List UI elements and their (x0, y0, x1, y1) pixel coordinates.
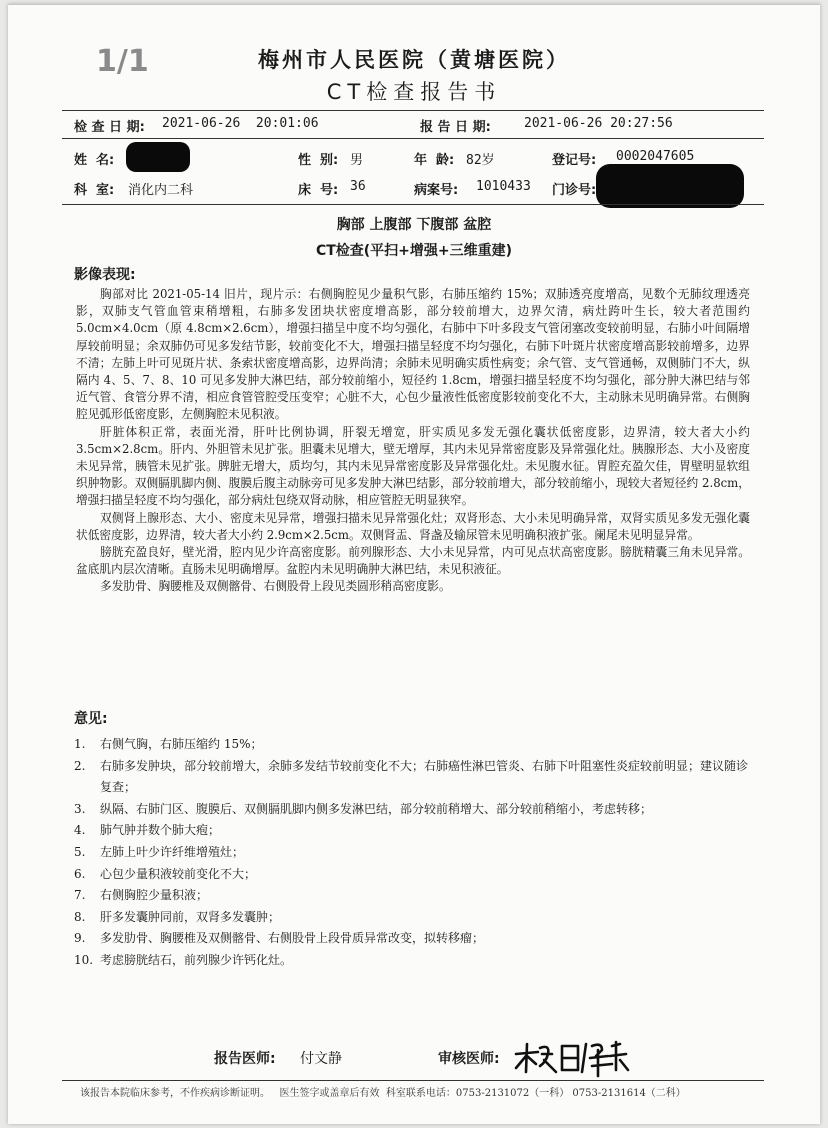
report-title: CT检查报告书 (326, 80, 502, 104)
case-no-value: 1010433 (476, 179, 531, 194)
bed-value: 36 (350, 179, 366, 194)
footer-divider (62, 1080, 764, 1081)
opinion-item: 3. 纵隔、右肺门区、腹膜后、双侧膈肌脚内侧多发淋巴结，部分较前稍增大、部分较前稍缩小，考虑转移； (74, 801, 653, 816)
opinion-item: 4. 肺气肿并数个肺大疱； (74, 823, 221, 838)
report-date-value: 2021-06-26 20:27:56 (524, 116, 673, 131)
paper-top-edge (8, 4, 820, 5)
opinion-heading: 意见: (74, 711, 108, 727)
divider-bottom (62, 204, 764, 205)
findings-kidney: 双侧肾上腺形态、大小、密度未见异常，增强扫描未见异常强化灶；双肾形态、大小未见明确异常，双肾实质见多发无强化囊状低密度影，边界清，较大者大小约 2.9cm×2.5cm。双侧肾盂、肾盏及输尿管未见明确积液扩张。阑尾未见明显异常。 (76, 510, 750, 542)
findings-bone: 多发肋骨、胸腰椎及双侧髂骨、右侧股骨上段见类圆形稍高密度影。 (100, 579, 451, 594)
footer-note: 该报告本院临床参考，不作疾病诊断证明。 医生签字或盖章后有效 科室联系电话：0753-2131072（一科） 0753-2131614（二科） (80, 1088, 686, 1099)
report-date-label: 报 告 日 期: (420, 120, 491, 135)
clinic-no-redaction (596, 164, 744, 208)
gender-label: 性 别: (298, 153, 339, 168)
opinion-item: 1. 右侧气胸，右肺压缩约 15%； (74, 737, 263, 751)
opinion-item: 10. 考虑膀胱结石，前列腺少许钙化灶。 (74, 952, 293, 967)
findings-body (76, 286, 750, 596)
hospital-name: 梅州市人民医院（黄塘医院） (258, 48, 570, 72)
opinion-list (74, 734, 758, 972)
age-value: 82岁 (466, 153, 495, 168)
divider-top (62, 110, 764, 111)
report-doctor-label: 报告医师: (214, 1051, 276, 1067)
clinic-no-label: 门诊号: (552, 183, 597, 198)
dept-value: 消化内二科 (128, 183, 194, 198)
exam-method: CT检查(平扫+增强+三维重建) (315, 243, 513, 259)
gender-value: 男 (350, 153, 364, 168)
review-doctor-label: 审核医师: (438, 1051, 500, 1067)
findings-liver: 肝脏体积正常，表面光滑，肝叶比例协调，肝裂无增宽，肝实质见多发无强化囊状低密度影，边界清，较大者大小约 3.5cm×2.8cm。肝内、外胆管未见扩张。胆囊未见增大，壁无增厚，其内未见异常密度影及异常强化灶。胰腺形态、大小及密度未见异常，胰管未见扩张。脾脏无增大，质均匀，其内未见异常密度影及异常强化灶。未见腹水征。胃腔充盈欠佳，胃壁明显软组织肿物影。双侧膈肌脚内侧、腹膜后腹主动脉旁可见多发肿大淋巴结影，部分较前增大，部分较前缩小，现较大者短径约 2.8cm，增强扫描呈轻度不均匀强化，部分病灶包绕双肾动脉，相应管腔无明显狭窄。 (76, 424, 750, 508)
divider-info (62, 138, 764, 139)
opinion-item: 7. 右侧胸腔少量积液； (74, 888, 209, 903)
report-doctor-name: 付文静 (300, 1051, 342, 1067)
findings-heading: 影像表现: (74, 267, 136, 283)
opinion-item: 8. 肝多发囊肿同前，双肾多发囊肿； (74, 909, 281, 924)
reg-no-value: 0002047605 (616, 149, 695, 164)
age-label: 年 龄: (414, 153, 455, 168)
case-no-label: 病案号: (414, 183, 459, 198)
exam-date-value: 2021-06-26 20:01:06 (162, 116, 319, 131)
opinion-item: 6. 心包少量积液较前变化不大； (74, 866, 257, 881)
exam-date-label: 检 查 日 期: (74, 120, 145, 135)
findings-pelvis: 膀胱充盈良好，壁光滑，腔内见少许高密度影。前列腺形态、大小未见异常，内可见点状高密度影。膀胱精囊三角未见异常。盆底肌内层次清晰。直肠未见明确增厚。盆腔内未见明确肿大淋巴结，未见积液征。 (76, 545, 750, 577)
review-doctor-signature (512, 1036, 632, 1080)
dept-label: 科 室: (74, 183, 115, 198)
opinion-item: 5. 左肺上叶少许纤维增殖灶； (74, 844, 245, 859)
findings-chest: 胸部对比 2021-05-14 旧片，现片示：右侧胸腔见少量积气影，右肺压缩约 15%；双肺透亮度增高，见数个无肺纹理透亮影，双肺支气管血管束稍增粗，右肺多发团块状密度增高影，部分较前增大，边界欠清，病灶跨叶生长，较大者范围约 5.0cm×4.0cm（原 4.8cm×2.6cm），增强扫描呈中度不均匀强化，右肺中下叶多段支气管闭塞改变较前明显，右肺小叶间隔增厚较前明显；余双肺仍可见多发结节影，较前变化不大，增强扫描呈轻度不均匀强化，右肺下叶斑片状密度增高影较前增多，边界不清；左肺上叶可见斑片状、条索状密度增高影，边界尚清；余肺未见明确实质性病变；余气管、支气管通畅，双侧肺门不大，纵隔内 4、5、7、8、10 可见多发肿大淋巴结，部分较前缩小，短径约 1.8cm，增强扫描呈轻度不均匀强化，部分肿大淋巴结与邻近气管、食管分界不清，相应食管管腔受压变窄；心脏不大，心包少量液性低密度影较前变化不大，主动脉未见明确异常。右侧胸腔见弧形低密度影，左侧胸腔未见积液。 (76, 287, 750, 422)
bed-label: 床 号: (298, 183, 339, 198)
page-indicator: 1/1 (96, 44, 149, 79)
opinion-item: 9. 多发肋骨、胸腰椎及双侧髂骨、右侧股骨上段骨质异常改变，拟转移瘤； (74, 931, 485, 946)
name-redaction (126, 142, 190, 172)
exam-region: 胸部 上腹部 下腹部 盆腔 (336, 217, 492, 233)
reg-no-label: 登记号: (552, 153, 597, 168)
name-label: 姓 名: (74, 153, 115, 168)
opinion-item: 2. 右肺多发肿块，部分较前增大，余肺多发结节较前变化不大；右肺癌性淋巴管炎、右肺下叶阻塞性炎症较前明显；建议随诊复查； (74, 758, 749, 795)
